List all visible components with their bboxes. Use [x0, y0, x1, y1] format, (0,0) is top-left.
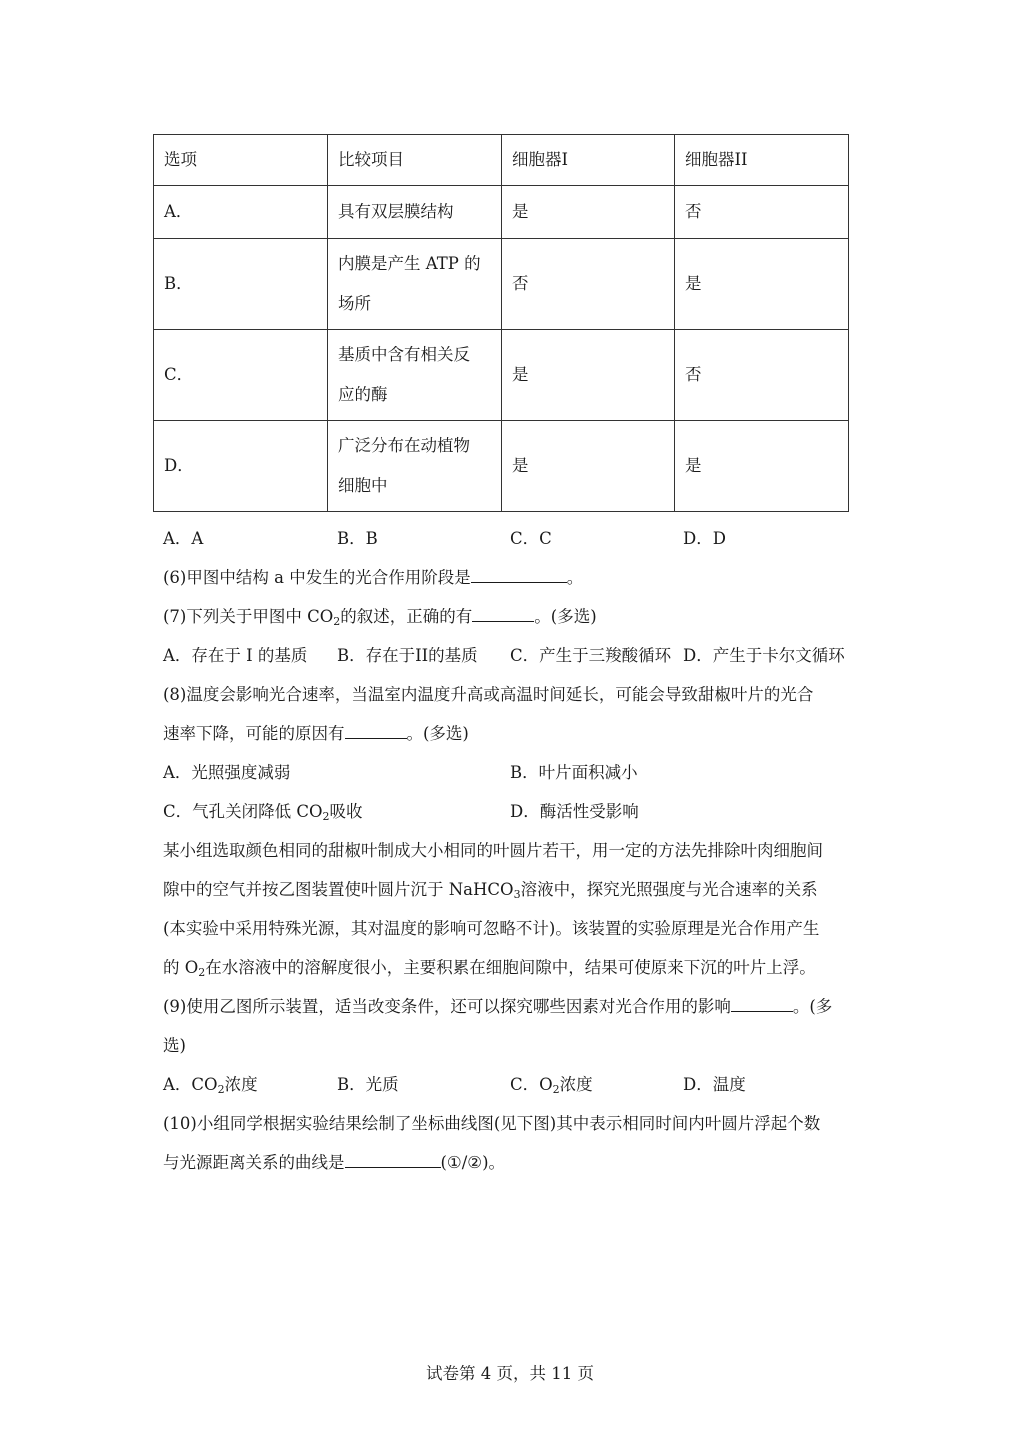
q8-option-a: A．光照强度减弱 — [163, 763, 291, 782]
paragraph-line-1: 某小组选取颜色相同的甜椒叶制成大小相同的叶圆片若干，用一定的方法先排除叶肉细胞间 — [163, 841, 823, 860]
q8-option-d: D．酶活性受影响 — [510, 802, 639, 821]
table-cell: 是 — [675, 239, 849, 330]
q10-text-end: (①/②)。 — [440, 1153, 506, 1172]
cell-line: 场所 — [338, 294, 371, 313]
q9-option-c-sub: 2 — [552, 1083, 560, 1096]
q8-option-c-end: 吸收 — [329, 802, 363, 821]
table-cell — [328, 330, 502, 421]
table-header: 选项 — [154, 135, 328, 186]
q9-option-a-text: A．CO — [163, 1075, 218, 1094]
paragraph-line-2 — [163, 876, 818, 901]
q10-answer-blank — [345, 1149, 441, 1168]
cell-line: 应的酶 — [338, 385, 388, 404]
q9-option-c — [510, 1071, 593, 1096]
cell-line: 内膜是产生 ATP 的 — [338, 254, 481, 273]
table-header: 比较项目 — [328, 135, 502, 186]
q9-line-2: 选) — [163, 1036, 186, 1055]
table-row — [154, 330, 849, 421]
table-cell: A． — [154, 186, 328, 239]
cell-line: 基质中含有相关反 — [338, 345, 470, 364]
table-cell — [328, 239, 502, 330]
q9-text-end: 。(多 — [792, 997, 833, 1016]
q8-option-c — [163, 798, 363, 823]
table-cell: 是 — [502, 330, 675, 421]
table-row — [154, 239, 849, 330]
q9-option-a — [163, 1071, 258, 1096]
q8-line-2 — [163, 720, 469, 744]
q7-option-d: D．产生于卡尔文循环 — [683, 646, 845, 665]
q9-line-1 — [163, 993, 832, 1017]
page-footer: 试卷第 4 页，共 11 页 — [426, 1364, 594, 1383]
paragraph-line-4 — [163, 954, 816, 979]
q8-answer-blank — [345, 720, 407, 739]
question-7 — [163, 603, 597, 628]
q8-option-b: B．叶片面积减小 — [510, 763, 638, 782]
q5-option-d: D．D — [683, 529, 726, 548]
cell-line: 广泛分布在动植物 — [338, 436, 470, 455]
q6-answer-blank — [471, 564, 567, 583]
q7-text: (7)下列关于甲图中 CO — [163, 607, 334, 626]
comparison-table — [153, 134, 849, 512]
table-header-row — [154, 135, 849, 186]
q6-text-end: 。 — [566, 568, 584, 587]
table-row — [154, 421, 849, 512]
q7-answer-blank — [472, 603, 534, 622]
q7-option-c: C．产生于三羧酸循环 — [510, 646, 672, 665]
paragraph-sub: 3 — [513, 888, 521, 901]
q7-text-mid: 的叙述，正确的有 — [340, 607, 473, 626]
q8-text-end: 。(多选) — [406, 724, 469, 743]
q5-option-a: A．A — [163, 529, 204, 548]
q5-option-b: B．B — [337, 529, 378, 548]
paragraph-text-end: 溶液中，探究光照强度与光合速率的关系 — [520, 880, 818, 899]
q7-option-b: B．存在于II的基质 — [337, 646, 478, 665]
q8-line-1: (8)温度会影响光合速率，当温室内温度升高或高温时间延长，可能会导致甜椒叶片的光合 — [163, 685, 814, 704]
table-cell: 是 — [675, 421, 849, 512]
q9-option-a-sub: 2 — [217, 1083, 225, 1096]
q8-option-c-sub: 2 — [322, 810, 330, 823]
q7-option-a: A．存在于 I 的基质 — [163, 646, 308, 665]
q8-option-c-text: C．气孔关闭降低 CO — [163, 802, 323, 821]
table-header: 细胞器I — [502, 135, 675, 186]
table-cell: 是 — [502, 186, 675, 239]
q9-option-d: D．温度 — [683, 1075, 746, 1094]
q10-line-1: (10)小组同学根据实验结果绘制了坐标曲线图(见下图)其中表示相同时间内叶圆片浮起个数 — [163, 1114, 821, 1133]
table-row — [154, 186, 849, 239]
question-6 — [163, 564, 583, 588]
paragraph-line-3: (本实验中采用特殊光源，其对温度的影响可忽略不计)。该装置的实验原理是光合作用产生 — [163, 919, 820, 938]
q9-option-b: B．光质 — [337, 1075, 399, 1094]
q7-text-end: 。(多选) — [534, 607, 597, 626]
q9-text: (9)使用乙图所示装置，适当改变条件，还可以探究哪些因素对光合作用的影响 — [163, 997, 731, 1016]
q8-text: 速率下降，可能的原因有 — [163, 724, 345, 743]
q10-line-2 — [163, 1149, 505, 1173]
q9-option-c-text: C．O — [510, 1075, 553, 1094]
paragraph-text: 隙中的空气并按乙图装置使叶圆片沉于 NaHCO — [163, 880, 514, 899]
table-cell: D． — [154, 421, 328, 512]
q6-text: (6)甲图中结构 a 中发生的光合作用阶段是 — [163, 568, 471, 587]
q7-sub: 2 — [333, 615, 341, 628]
table-cell: B． — [154, 239, 328, 330]
table-cell — [328, 421, 502, 512]
table-cell: C． — [154, 330, 328, 421]
q5-option-c: C．C — [510, 529, 552, 548]
q9-answer-blank — [731, 993, 793, 1012]
paragraph-text: 的 O — [163, 958, 199, 977]
table-cell: 是 — [502, 421, 675, 512]
q9-option-a-end: 浓度 — [224, 1075, 258, 1094]
table-cell: 否 — [675, 330, 849, 421]
paragraph-text-end: 在水溶液中的溶解度很小，主要积累在细胞间隙中，结果可使原来下沉的叶片上浮。 — [205, 958, 816, 977]
paragraph-sub: 2 — [198, 966, 206, 979]
table-cell: 否 — [675, 186, 849, 239]
q9-option-c-end: 浓度 — [559, 1075, 593, 1094]
q10-text: 与光源距离关系的曲线是 — [163, 1153, 345, 1172]
table-cell: 否 — [502, 239, 675, 330]
cell-line: 细胞中 — [338, 476, 388, 495]
table-header: 细胞器II — [675, 135, 849, 186]
table-cell: 具有双层膜结构 — [328, 186, 502, 239]
